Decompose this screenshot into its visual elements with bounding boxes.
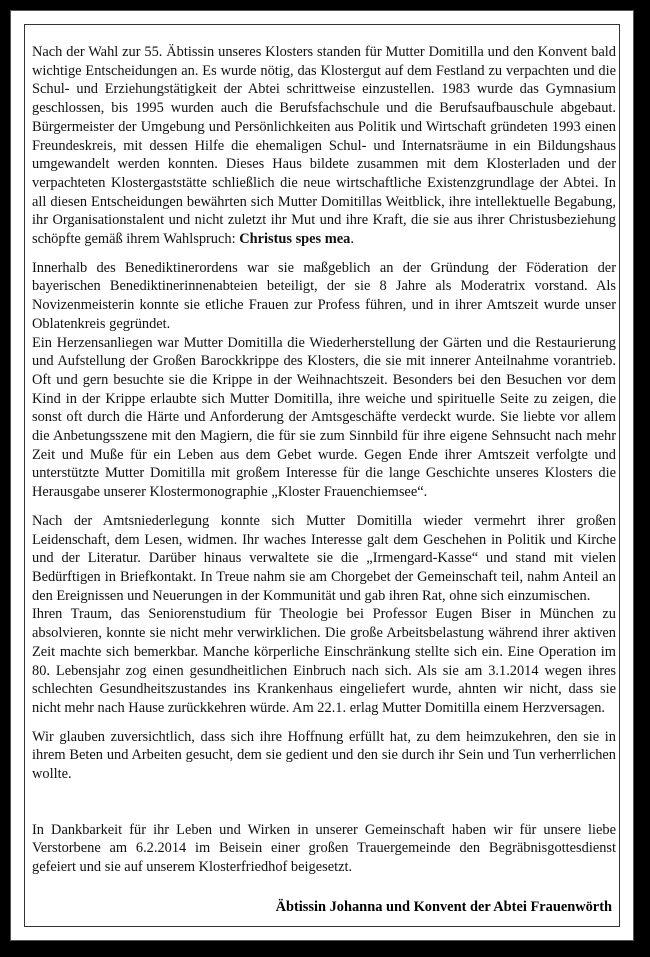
paragraph-hope: Wir glauben zuversichtlich, dass sich ihre Hoffnung erfüllt hat, zu dem heimzukehren, den sie in ihrem Beten und Arbeiten gesucht, dem sie gedient und den sie durch ihr Sein und Tun verherrlichen wollte.	[32, 728, 616, 783]
paragraph-burial: In Dankbarkeit für ihr Leben und Wirken in unserer Gemeinschaft haben wir für unsere liebe Verstorbene am 6.2.2014 im Beisein einer großen Trauergemeinde den Begräbnisgottesdienst gefeiert und sie auf unserem Klosterfriedhof beigesetzt.	[32, 821, 616, 876]
letter-body	[32, 43, 616, 877]
paragraph-election-text: Nach der Wahl zur 55. Äbtissin unseres Klosters standen für Mutter Domitilla und den Konvent bald wichtige Entscheidungen an. Es wurde nötig, das Klostergut auf dem Festland zu verpachten und die Schul- und Erziehungstätigkeit der Abtei schrittweise einzustellen. 1983 wurde das Gymnasium geschlossen, bis 1995 wurden auch die Berufsfachschule und die Berufsaufbauschule abgebaut. Bürgermeister der Umgebung und Persönlichkeiten aus Politik und Wirtschaft gründeten 1993 einen Freundeskreis, mit dessen Hilfe die ehemaligen Schul- und Internatsräume in ein Bildungshaus umgewandelt werden konnten. Dieses Haus bildete zusammen mit dem Klosterladen und der verpachteten Klostergaststätte schließlich die neue wirtschaftliche Existenzgrundlage der Abtei. In all diesen Entscheidungen bewährten sich Mutter Domitillas Weitblick, ihre intellektuelle Begabung, ihr Organisationstalent und nicht zuletzt ihr Mut und ihre Kraft, die sie aus ihrer Christusbeziehung schöpfte gemäß ihrem Wahlspruch:	[32, 44, 616, 248]
paragraph-illness: Ihren Traum, das Seniorenstudium für Theologie bei Professor Eugen Biser in München zu absolvieren, konnte sie nicht mehr verwirklichen. Die große Arbeitsbelastung während ihrer aktiven Zeit machte sich bemerkbar. Manche körperliche Einschränkung stellte sich ein. Eine Operation im 80. Lebensjahr zog einen gesundheitlichen Einbruch nach sich. Als sie am 3.1.2014 wegen ihres schlechten Gesundheitszustandes ins Krankenhaus eingeliefert wurde, ahnten wir nicht, dass sie nicht mehr nach Hause zurückkehren würde. Am 22.1. erlag Mutter Domitilla einem Herzversagen.	[32, 606, 616, 716]
signature: Äbtissin Johanna und Konvent der Abtei Frauenwörth	[275, 899, 612, 915]
paragraph-election	[32, 43, 616, 249]
paragraph-nativity: Ein Herzensanliegen war Mutter Domitilla die Wiederherstellung der Gärten und die Restaurierung und Aufstellung der Großen Barockkrippe des Klosters, die sie mit innerer Anteilnahme vorantrieb. Oft und gern besuchte sie die Krippe in der Weihnachtszeit. Besonders bei den Besuchen vor dem Kind in der Krippe erlaubte sich Mutter Domitilla, ihre weiche und spirituelle Seite zu zeigen, die sonst oft durch die Härte und Anforderung der Amtsgeschäfte verdeckt wurde. Sie liebte vor allem die Anbetungsszene mit den Magiern, die für sie zum Sinnbild für ihre eigene Sehnsucht nach mehr Zeit und Muße für ein Leben aus dem Gebet wurde. Gegen Ende ihrer Amtszeit verfolgte und unterstützte Mutter Domitilla mit großem Interesse für die lange Geschichte unseres Klosters die Herausgabe unserer Klostermonographie „Kloster Frauenchiemsee“.	[32, 334, 616, 501]
document-page	[10, 10, 634, 941]
motto: Christus spes mea	[239, 231, 351, 248]
paragraph-retirement: Nach der Amtsniederlegung konnte sich Mutter Domitilla wieder vermehrt ihrer großen Leidenschaft, dem Lesen, widmen. Ihr waches Interesse galt dem Geschehen in Politik und Kirche und der Literatur. Darüber hinaus verwaltete sie die „Irmengard-Kasse“ und stand mit vielen Bedürftigen in Briefkontakt. In Treue nahm sie am Chorgebet der Gemeinschaft teil, nahm Anteil an den Ereignissen und Neuerungen in der Kommunität und gab ihren Rat, ohne sich einzumischen.	[32, 512, 616, 604]
paragraph-federation: Innerhalb des Benediktinerordens war sie maßgeblich an der Gründung der Föderation der bayerischen Benediktinerinnenabteien beteiligt, der sie 8 Jahre als Moderatrix vorstand. Als Novizenmeisterin konnte sie etliche Frauen zur Profess führen, und in ihrer Amtszeit wurde unser Oblatenkreis gegründet.	[32, 259, 616, 332]
paragraph-election-end: .	[350, 231, 354, 248]
